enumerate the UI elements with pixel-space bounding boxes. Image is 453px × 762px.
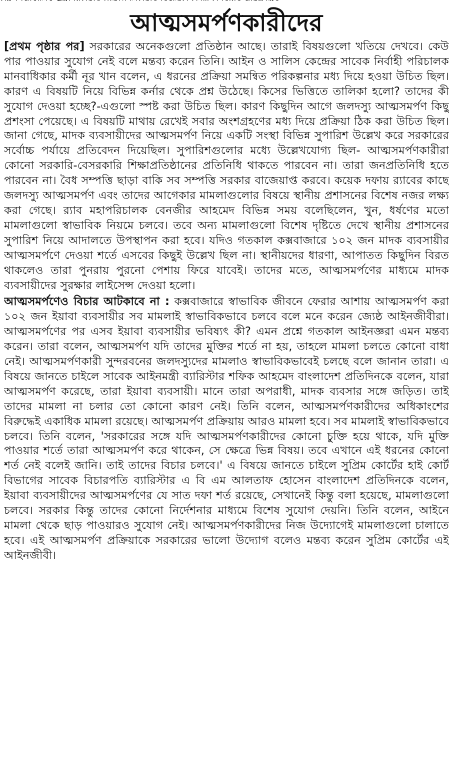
article-paragraph <box>4 40 449 293</box>
clipped-previous-line <box>0 0 453 1</box>
article-paragraph <box>4 295 449 563</box>
article-body <box>4 40 449 758</box>
paragraph-text: কক্সবাজারে স্বাভাবিক জীবনে ফেরার আশায় আত্মসমর্পণ করা ১০২ জন ইয়াবা ব্যবসায়ীর সব মামলাই স্বাভাবিকভাবে চলবে বলে মনে করেন জ্যেষ্ঠ আইনজীবীরা। আত্মসমর্পণের পর এসব ইয়াবা ব্যবসায়ীর ভবিষ্যৎ কী? এমন প্রশ্নে গতকাল আইনজ্ঞরা এমন মন্তব্য করেন। তারা বলেন, আত্মসমর্পণ যদি তাদের মুক্তির শর্তে না হয়, তাহলে মামলা চলতে কোনো বাধা নেই। আত্মসমর্পণকারী সুন্দরবনের জলদস্যুদের মামলাও স্বাভাবিকভাবেই চলছে বলে জানান তারা। এ বিষয়ে জানতে চাইলে সাবেক আইনমন্ত্রী ব্যারিস্টার শফিক আহমেদ বাংলাদেশ প্রতিদিনকে বলেন, যারা আত্মসমর্পণ করেছে, তারা ইয়াবা ব্যবসায়ী। মানে তারা অপরাধী, মাদক ব্যবসার সঙ্গে জড়িত। তাই তাদের মামলা না চলার তো কোনো কারণ নেই। তিনি বলেন, আত্মসমর্পণকারীদের অধিকাংশের বিরুদ্ধেই একাধিক মামলা রয়েছে। আত্মসমর্পণ প্রক্রিয়ায় আরও মামলা হবে। সব মামলাই স্বাভাবিকভাবে চলবে। তিনি বলেন, 'সরকারের সঙ্গে যদি আত্মসমর্পণকারীদের কোনো চুক্তি হয়ে থাকে, যদি মুক্তি পাওয়ার শর্তে তারা আত্মসমর্পণ করে থাকেন, সে ক্ষেত্রে ভিন্ন বিষয়। তবে এখানে এই ধরনের কোনো শর্ত নেই বলেই জানি। তাই তাদের বিচার চলবে।' এ বিষয়ে জানতে চাইলে সুপ্রিম কোর্টের হাই কোর্ট বিভাগের সাবেক বিচারপতি ব্যারিস্টার এ বি এম আলতাফ হোসেন বাংলাদেশ প্রতিদিনকে বলেন, ইয়াবা ব্যবসায়ীদের আত্মসমর্পণের যে সাত দফা শর্ত রয়েছে, সেখানেই কিন্তু বলা হয়েছে, মামলাগুলো চলবে। সরকার কিন্তু তাদের কোনো নির্দেশনার মাধ্যমে বিশেষ সুযোগ দেয়নি। তিনি বলেন, আইনে মামলা থেকে ছাড় পাওয়ারও সুযোগ নেই। আত্মসমর্পণকারীদের নিজ উদ্যোগেই মামলাগুলো চালাতে হবে। এই আত্মসমর্পণ প্রক্রিয়াকে সরকারের ভালো উদ্যোগ বলেও মন্তব্য করেন সুপ্রিম কোর্টের এই আইনজীবী। <box>4 295 449 562</box>
paragraph-text: সরকারের অনেকগুলো প্রতিষ্ঠান আছে। তারাই বিষয়গুলো খতিয়ে দেখবে। কেউ পার পাওয়ার সুযোগ নেই বলে মন্তব্য করেন তিনি। আইন ও সালিস কেন্দ্রের সাবেক নির্বাহী পরিচালক মানবাধিকার কর্মী নূর খান বলেন, এ ধরনের প্রক্রিয়া সমন্বিত পরিকল্পনার মধ্য দিয়ে হওয়া উচিত ছিল। কারণ এ বিষয়টি নিয়ে বিভিন্ন কর্নার থেকে প্রশ্ন উঠেছে। কিসের ভিত্তিতে তালিকা হলো? তাদের কী সুযোগ দেওয়া হচ্ছে?-এগুলো স্পষ্ট করা উচিত ছিল। কারণ কিছুদিন আগে জলদস্যু আত্মসমর্পণ কিছু প্রশংসা পেয়েছে। এ বিষয়টি মাথায় রেখেই সবার অংশগ্রহণের মধ্য দিয়ে প্রক্রিয়া ঠিক করা উচিত ছিল। জানা গেছে, মাদক ব্যবসায়ীদের আত্মসমর্পণ নিয়ে একটি সংস্থা বিভিন্ন সুপারিশ উল্লেখ করে সরকারের সর্বোচ্চ পর্যায়ে প্রতিবেদন দিয়েছিল। সুপারিশগুলোর মধ্যে উল্লেখযোগ্য ছিল- আত্মসমর্পণকারীরা কোনো সরকারি-বেসরকারি শিক্ষাপ্রতিষ্ঠানের প্রতিনিধি থাকতে পারবেন না। তারা জনপ্রতিনিধি হতে পারবেন না। বৈধ সম্পত্তি ছাড়া বাকি সব সম্পত্তি সরকার বাজেয়াপ্ত করবে। কয়েক দফায় র‌্যাবের কাছে জলদস্যু আত্মসমর্পণ এবং তাদের আগেকার মামলাগুলোর বিষয়ে স্থানীয় প্রশাসনের বিশেষ নজর লক্ষ্য করা গেছে। র‌্যাব মহাপরিচালক বেনজীর আহমেদ বিভিন্ন সময় বলেছিলেন, খুন, ধর্ষণের মতো মামলাগুলো স্বাভাবিক নিয়মে চলবে। তবে অন্য মামলাগুলো বিশেষ দৃষ্টিতে দেখে স্থানীয় প্রশাসনের সুপারিশ নিয়ে আদালতে উপস্থাপন করা হবে। যদিও গতকাল কক্সবাজারে ১০২ জন মাদক ব্যবসায়ীর আত্মসমর্পণে দেওয়া শর্তে এসবের কিছুই উল্লেখ ছিল না। স্থানীয়দের ধারণা, আপাতত কিছুদিন বিরত থাকলেও তারা পুনরায় পুরনো পেশায় ফিরে যাবেই। তাদের মতে, আত্মসমর্পণের মাধ্যমে মাদক ব্যবসায়ীদের সুরক্ষার লাইসেন্স দেওয়া হলো। <box>4 40 449 292</box>
section-subheading: আত্মসমর্পণেও বিচার আটকাবে না : <box>4 295 170 309</box>
article-headline: আত্মসমর্পণকারীদের <box>130 9 323 37</box>
continuation-tag: [প্রথম পৃষ্ঠার পর] <box>4 40 85 53</box>
